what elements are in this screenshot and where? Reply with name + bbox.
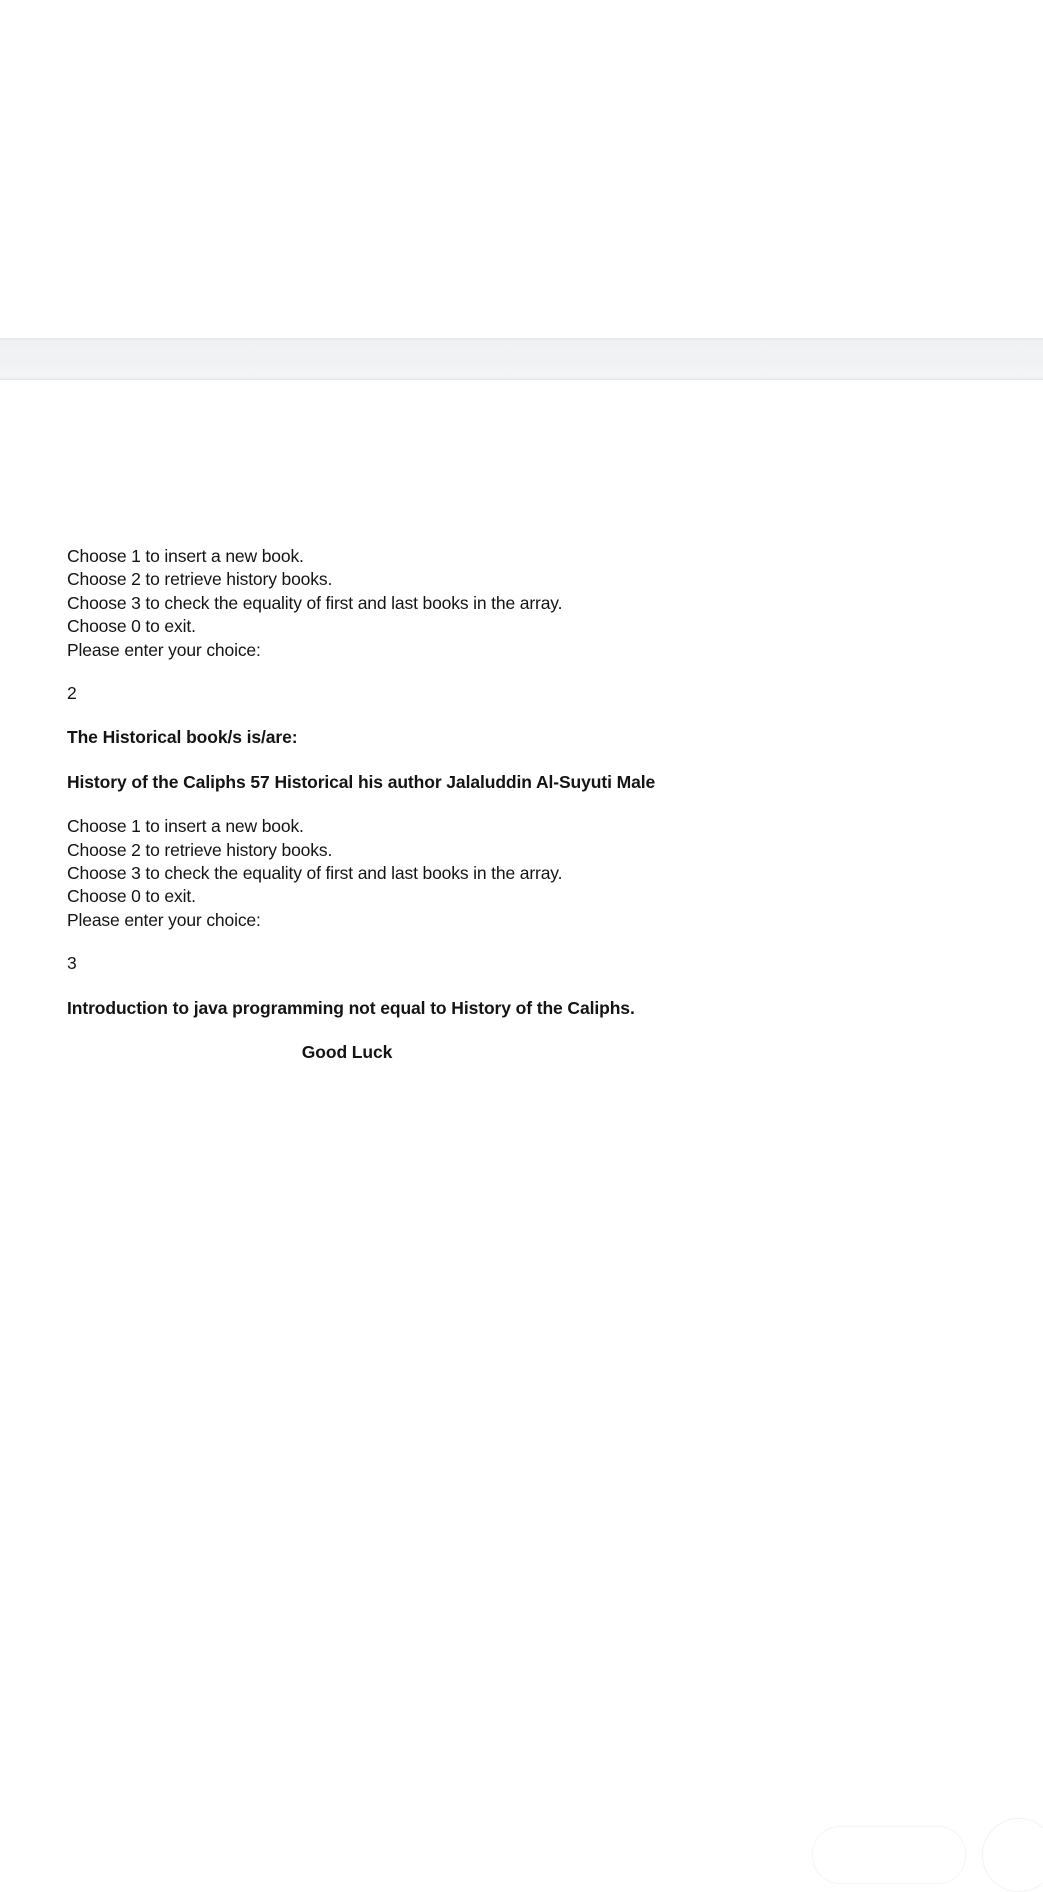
console-line: Choose 2 to retrieve history books. bbox=[67, 839, 333, 860]
console-line: Choose 0 to exit. bbox=[67, 616, 196, 637]
console-user-input: 2 bbox=[67, 683, 77, 704]
previous-page-surface bbox=[0, 0, 1043, 338]
closing-message: Good Luck bbox=[301, 1042, 393, 1063]
console-prompt-line: Please enter your choice: bbox=[67, 639, 261, 660]
console-line: Choose 1 to insert a new book. bbox=[67, 816, 304, 837]
blank-line bbox=[67, 794, 967, 815]
console-menu-block-1 bbox=[67, 545, 967, 662]
result-record: History of the Caliphs 57 Historical his author Jalaluddin Al-Suyuti Male bbox=[67, 771, 656, 792]
console-prompt-line: Please enter your choice: bbox=[67, 909, 261, 930]
page-separator-band bbox=[0, 338, 1043, 380]
console-user-input: 3 bbox=[67, 953, 77, 974]
document-text-body bbox=[67, 545, 967, 1065]
blank-line bbox=[67, 662, 967, 682]
result-heading: The Historical book/s is/are: bbox=[67, 727, 298, 748]
blank-line bbox=[67, 750, 967, 771]
console-line: Choose 0 to exit. bbox=[67, 886, 196, 907]
blank-line bbox=[67, 705, 967, 726]
comparison-result: Introduction to java programming not equal to History of the Caliphs. bbox=[67, 997, 635, 1018]
floating-toolbar-pill[interactable] bbox=[812, 1826, 966, 1884]
console-line: Choose 3 to check the equality of first and last books in the array. bbox=[67, 863, 563, 884]
blank-line bbox=[67, 976, 967, 997]
console-line: Choose 3 to check the equality of first and last books in the array. bbox=[67, 592, 563, 613]
blank-line bbox=[67, 1020, 967, 1041]
console-line: Choose 2 to retrieve history books. bbox=[67, 569, 333, 590]
floating-action-button[interactable] bbox=[982, 1818, 1043, 1892]
blank-line bbox=[67, 932, 967, 952]
console-line: Choose 1 to insert a new book. bbox=[67, 546, 304, 566]
document-page[interactable] bbox=[0, 380, 1043, 1858]
console-menu-block-2 bbox=[67, 815, 967, 932]
